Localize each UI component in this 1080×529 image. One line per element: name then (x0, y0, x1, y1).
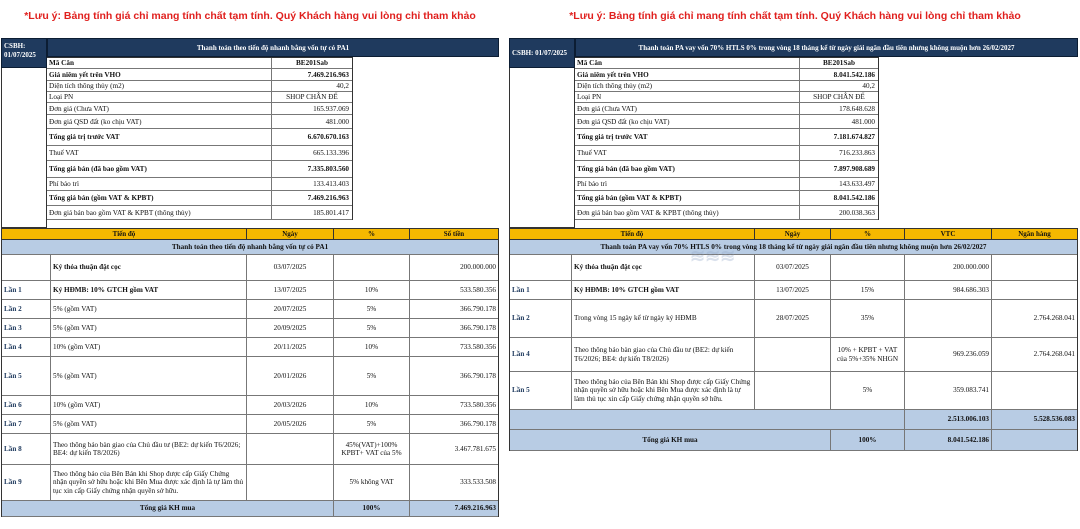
spec-value: 178.648.628 (839, 104, 875, 113)
spec-value: 165.937.069 (313, 104, 349, 113)
spec-value: 7.181.674.827 (833, 133, 875, 141)
spec-row (47, 81, 352, 92)
table-row (2, 338, 498, 357)
installment-label: Lần 7 (2, 415, 51, 433)
spec-label: Giá niêm yết trên VHO (575, 69, 800, 80)
spec-row (575, 178, 878, 191)
table-row (2, 319, 498, 338)
header-date: Ngày (755, 229, 831, 239)
spec-label: Phí bảo trì (47, 178, 272, 190)
installment-label: Lần 8 (2, 434, 51, 464)
spec-row (47, 69, 352, 81)
table-row (2, 281, 498, 300)
installment-desc: Ký HĐMB: 10% GTCH gồm VAT (572, 281, 755, 299)
installment-percent: 5% (334, 319, 410, 337)
spec-value: 40,2 (336, 82, 349, 90)
csbh-date-right: CSBH: 01/07/2025 (509, 38, 575, 68)
spec-label: Tổng giá bán (đã bao gồm VAT) (47, 161, 272, 177)
installment-date: 20/05/2026 (247, 415, 334, 433)
installment-desc: 5% (gồm VAT) (51, 415, 247, 433)
spec-row (575, 146, 878, 161)
installment-bank (992, 372, 1077, 409)
installment-date: 20/01/2026 (247, 357, 334, 395)
spec-row (47, 206, 352, 220)
installment-date: 13/07/2025 (247, 281, 334, 299)
installment-amount: 533.580.356 (460, 285, 496, 294)
spec-value: SHOP CHÂN ĐẾ (286, 93, 338, 101)
left-spec-table (47, 57, 353, 220)
right-spec-table (575, 57, 879, 220)
right-blank-column (509, 68, 575, 228)
table-row (2, 357, 498, 396)
spec-row (575, 58, 878, 69)
spec-row (47, 115, 352, 129)
installment-vtc: 969.236.059 (905, 338, 992, 371)
installment-desc: Trong vòng 15 ngày kể từ ngày ký HĐMB (572, 300, 755, 337)
spec-value: BE201Sab (296, 59, 328, 67)
spec-row (575, 115, 878, 129)
spec-row (575, 161, 878, 178)
spec-label: Tổng giá trị trước VAT (47, 129, 272, 145)
installment-desc: 10% (gồm VAT) (51, 338, 247, 356)
spec-label: Diện tích thông thủy (m2) (575, 81, 800, 91)
spec-label: Diện tích thông thủy (m2) (47, 81, 272, 91)
installment-label: Lần 4 (2, 338, 51, 356)
total-amount: 7.469.216.963 (454, 504, 496, 513)
installment-desc: Theo thông báo của Bên Bán khi Shop được cấp Giấy Chứng nhận quyền sở hữu hoặc khi Bên Mua được xác định là tự làm thủ tục xin cấp Giấy chứng nhận quyền sở hữu. (572, 372, 755, 409)
spec-label: Phí bảo trì (575, 178, 800, 190)
installment-vtc: 984.686.303 (905, 281, 992, 299)
installment-label: Lần 4 (510, 338, 572, 371)
header-amount: Số tiền (443, 230, 465, 238)
installment-desc: Ký HĐMB: 10% GTCH gồm VAT (51, 281, 247, 299)
table-row (510, 372, 1077, 410)
total-percent: 100% (831, 430, 905, 450)
installment-label: Lần 9 (2, 465, 51, 500)
installment-label: Lần 6 (2, 396, 51, 414)
spec-label: Đơn giá bán bao gồm VAT & KPBT (thông thủy) (575, 206, 800, 219)
spec-row (47, 178, 352, 191)
subtotal-vtc: 2.513.006.103 (905, 410, 992, 429)
installment-label: Lần 5 (510, 372, 572, 409)
installment-date: 03/07/2025 (755, 255, 831, 280)
total-bank-empty (992, 430, 1077, 450)
spec-row (47, 191, 352, 206)
installment-percent: 15% (831, 281, 905, 299)
installment-amount: 366.790.178 (460, 323, 496, 332)
installment-desc: Theo thông báo bàn giao của Chủ đầu tư (BE2: dự kiến T6/2026; BE4: dự kiến T8/2026) (572, 338, 755, 371)
installment-date: 03/07/2025 (247, 255, 334, 280)
header-percent: % (831, 229, 905, 239)
total-label: Tổng giá KH mua (2, 501, 334, 516)
csbh-date: CSBH: 01/07/2025 (1, 38, 47, 68)
spec-label: Thuế VAT (575, 146, 800, 160)
spec-label: Mã Căn (575, 58, 800, 68)
installment-amount: 366.790.178 (460, 371, 496, 380)
spec-label: Mã Căn (47, 58, 272, 68)
spec-label: Loại PN (575, 92, 800, 102)
table-row (510, 300, 1077, 338)
installment-label (510, 255, 572, 280)
installment-amount: 366.790.178 (460, 419, 496, 428)
installment-desc: 5% (gồm VAT) (51, 300, 247, 318)
installment-label (2, 255, 51, 280)
installment-percent: 10% + KPBT + VAT của 5%+35% NHGN (831, 338, 905, 371)
spec-label: Loại PN (47, 92, 272, 102)
installment-percent (334, 255, 410, 280)
installment-desc: 5% (gồm VAT) (51, 357, 247, 395)
disclaimer-right: *Lưu ý: Bảng tính giá chỉ mang tính chất tạm tính. Quý Khách hàng vui lòng chỉ tham khảo (569, 10, 1021, 22)
spec-value: SHOP CHÂN ĐẾ (813, 93, 865, 101)
header-bank: Ngân hàng (1018, 230, 1051, 238)
spec-row (575, 103, 878, 115)
total-label: Tổng giá KH mua (510, 430, 831, 450)
spec-row (575, 69, 878, 81)
installment-percent: 5% (334, 300, 410, 318)
table-row (2, 415, 498, 434)
spec-label: Đơn giá QSD đất (ko chịu VAT) (575, 115, 800, 128)
section-title-row (2, 240, 498, 255)
spec-value: 185.801.417 (313, 208, 349, 217)
installment-percent: 5% (831, 372, 905, 409)
header-date: Ngày (247, 229, 334, 239)
installment-date (755, 372, 831, 409)
installment-amount: 733.580.356 (460, 400, 496, 409)
installment-date: 20/11/2025 (247, 338, 334, 356)
spec-label: Tổng giá bán (đã bao gồm VAT) (575, 161, 800, 177)
total-row (2, 501, 498, 517)
spec-value: 6.670.670.163 (307, 133, 349, 141)
installment-date: 13/07/2025 (755, 281, 831, 299)
spec-row (575, 92, 878, 103)
installment-label: Lần 5 (2, 357, 51, 395)
subtotal-bank: 5.528.536.083 (1033, 415, 1075, 424)
installment-date: 20/09/2025 (247, 319, 334, 337)
right-plan-title: Thanh toán PA vay vốn 70% HTLS 0% trong vòng 18 tháng kể từ ngày giải ngân đầu tiên nhưng không muộn hơn 26/02/2027 (575, 38, 1078, 57)
installment-date: 28/07/2025 (755, 300, 831, 337)
header-progress: Tiến độ (2, 229, 247, 239)
installment-bank (992, 255, 1077, 280)
right-payment-table (509, 240, 1078, 451)
spec-value: 8.041.542.186 (833, 70, 875, 79)
subtotal-spacer (510, 410, 905, 429)
installment-percent: 5% (334, 415, 410, 433)
spec-value: 7.469.216.963 (307, 194, 349, 202)
spec-row (575, 81, 878, 92)
installment-bank: 2.764.268.041 (1033, 314, 1075, 323)
spec-row (47, 146, 352, 161)
watermark-graphic: ≋≋≋ (690, 246, 736, 266)
installment-bank (992, 281, 1077, 299)
installment-percent: 35% (831, 300, 905, 337)
spec-value: 481.000 (851, 117, 875, 126)
spec-value: 7.897.908.689 (833, 165, 875, 173)
installment-label: Lần 3 (2, 319, 51, 337)
installment-desc: 5% (gồm VAT) (51, 319, 247, 337)
installment-vtc (905, 300, 992, 337)
spec-label: Tổng giá bán (gồm VAT & KPBT) (47, 191, 272, 205)
spec-row (47, 92, 352, 103)
left-payment-table (1, 240, 499, 517)
installment-desc: Theo thông báo của Bên Bán khi Shop được cấp Giấy Chứng nhận quyền sở hữu hoặc khi Bên Mua được xác định là tự làm thủ tục xin cấp Giấy chứng nhận quyền sở hữu. (51, 465, 247, 500)
spec-value: 7.469.216.963 (307, 70, 349, 79)
right-column-headers (509, 228, 1078, 240)
spec-value: 7.335.803.560 (307, 165, 349, 173)
spec-label: Thuế VAT (47, 146, 272, 160)
installment-percent: 45%(VAT)+100% KPBT+ VAT của 5% (334, 434, 410, 464)
table-row (2, 396, 498, 415)
section-title-row (510, 240, 1077, 255)
table-row (2, 300, 498, 319)
installment-amount: 200.000.000 (460, 263, 496, 272)
installment-percent: 10% (334, 281, 410, 299)
installment-amount: 733.580.356 (460, 342, 496, 351)
installment-label: Lần 1 (2, 281, 51, 299)
spec-label: Giá niêm yết trên VHO (47, 69, 272, 80)
table-row (2, 255, 498, 281)
left-column-headers (1, 228, 499, 240)
installment-percent (831, 255, 905, 280)
section-title: Thanh toán PA vay vốn 70% HTLS 0% trong vòng 18 tháng kể từ ngày giải ngân đầu tiên nhưng không muộn hơn 26/02/2027 (600, 242, 987, 251)
spec-value: 143.633.497 (839, 180, 875, 188)
spec-row (47, 103, 352, 115)
installment-desc: Ký thỏa thuận đặt cọc (572, 255, 755, 280)
section-title: Thanh toán theo tiến độ nhanh bằng vốn tự có PA1 (171, 242, 329, 251)
spec-label: Đơn giá QSD đất (ko chịu VAT) (47, 115, 272, 128)
table-row (510, 281, 1077, 300)
spec-row (575, 129, 878, 146)
spec-value: 481.000 (325, 117, 349, 126)
left-plan-title: Thanh toán theo tiến độ nhanh bằng vốn tự có PA1 (47, 38, 499, 57)
installment-amount: 333.533.508 (460, 478, 496, 487)
installment-label: Lần 2 (510, 300, 572, 337)
spec-label: Đơn giá (Chưa VAT) (47, 103, 272, 114)
total-percent: 100% (334, 501, 410, 516)
installment-date (755, 338, 831, 371)
installment-percent: 5% (334, 357, 410, 395)
installment-label: Lần 2 (2, 300, 51, 318)
spec-row (575, 191, 878, 206)
installment-desc: Theo thông báo bàn giao của Chủ đầu tư (BE2: dự kiến T6/2026; BE4: dự kiến T8/2026) (51, 434, 247, 464)
table-row (510, 255, 1077, 281)
header-percent: % (334, 229, 410, 239)
spec-row (47, 129, 352, 146)
spec-value: 40,2 (862, 82, 875, 90)
left-blank-column (1, 68, 47, 228)
installment-label: Lần 1 (510, 281, 572, 299)
spec-value: 716.233.863 (839, 149, 875, 157)
subtotal-row (510, 410, 1077, 430)
installment-desc: 10% (gồm VAT) (51, 396, 247, 414)
installment-date: 20/03/2026 (247, 396, 334, 414)
installment-date (247, 465, 334, 500)
installment-vtc: 200.000.000 (905, 255, 992, 280)
installment-vtc: 359.083.741 (905, 372, 992, 409)
installment-date: 20/07/2025 (247, 300, 334, 318)
disclaimer-left: *Lưu ý: Bảng tính giá chỉ mang tính chất tạm tính. Quý Khách hàng vui lòng chỉ tham khảo (24, 10, 476, 22)
total-amount: 8.041.542.186 (905, 430, 992, 450)
installment-desc: Ký thỏa thuận đặt cọc (51, 255, 247, 280)
installment-date (247, 434, 334, 464)
spec-row (47, 161, 352, 178)
total-row (510, 430, 1077, 451)
spec-value: BE201Sab (823, 59, 855, 67)
spec-label: Đơn giá (Chưa VAT) (575, 103, 800, 114)
spec-row (47, 58, 352, 69)
spec-value: 8.041.542.186 (833, 194, 875, 202)
table-row (510, 338, 1077, 372)
spec-value: 200.038.363 (839, 208, 875, 217)
installment-bank: 2.764.268.041 (1033, 350, 1075, 359)
header-vtc: VTC (905, 229, 992, 239)
spec-value: 665.133.396 (313, 149, 349, 157)
installment-percent: 10% (334, 338, 410, 356)
table-row (2, 465, 498, 501)
spec-label: Tổng giá bán (gồm VAT & KPBT) (575, 191, 800, 205)
spec-label: Đơn giá bán bao gồm VAT & KPBT (thông thủy) (47, 206, 272, 219)
header-progress: Tiến độ (510, 229, 755, 239)
spec-label: Tổng giá trị trước VAT (575, 129, 800, 145)
spec-row (575, 206, 878, 220)
installment-percent: 10% (334, 396, 410, 414)
table-row (2, 434, 498, 465)
installment-percent: 5% không VAT (334, 465, 410, 500)
spec-value: 133.413.403 (313, 180, 349, 188)
installment-amount: 3.467.781.675 (454, 444, 496, 453)
installment-amount: 366.790.178 (460, 304, 496, 313)
